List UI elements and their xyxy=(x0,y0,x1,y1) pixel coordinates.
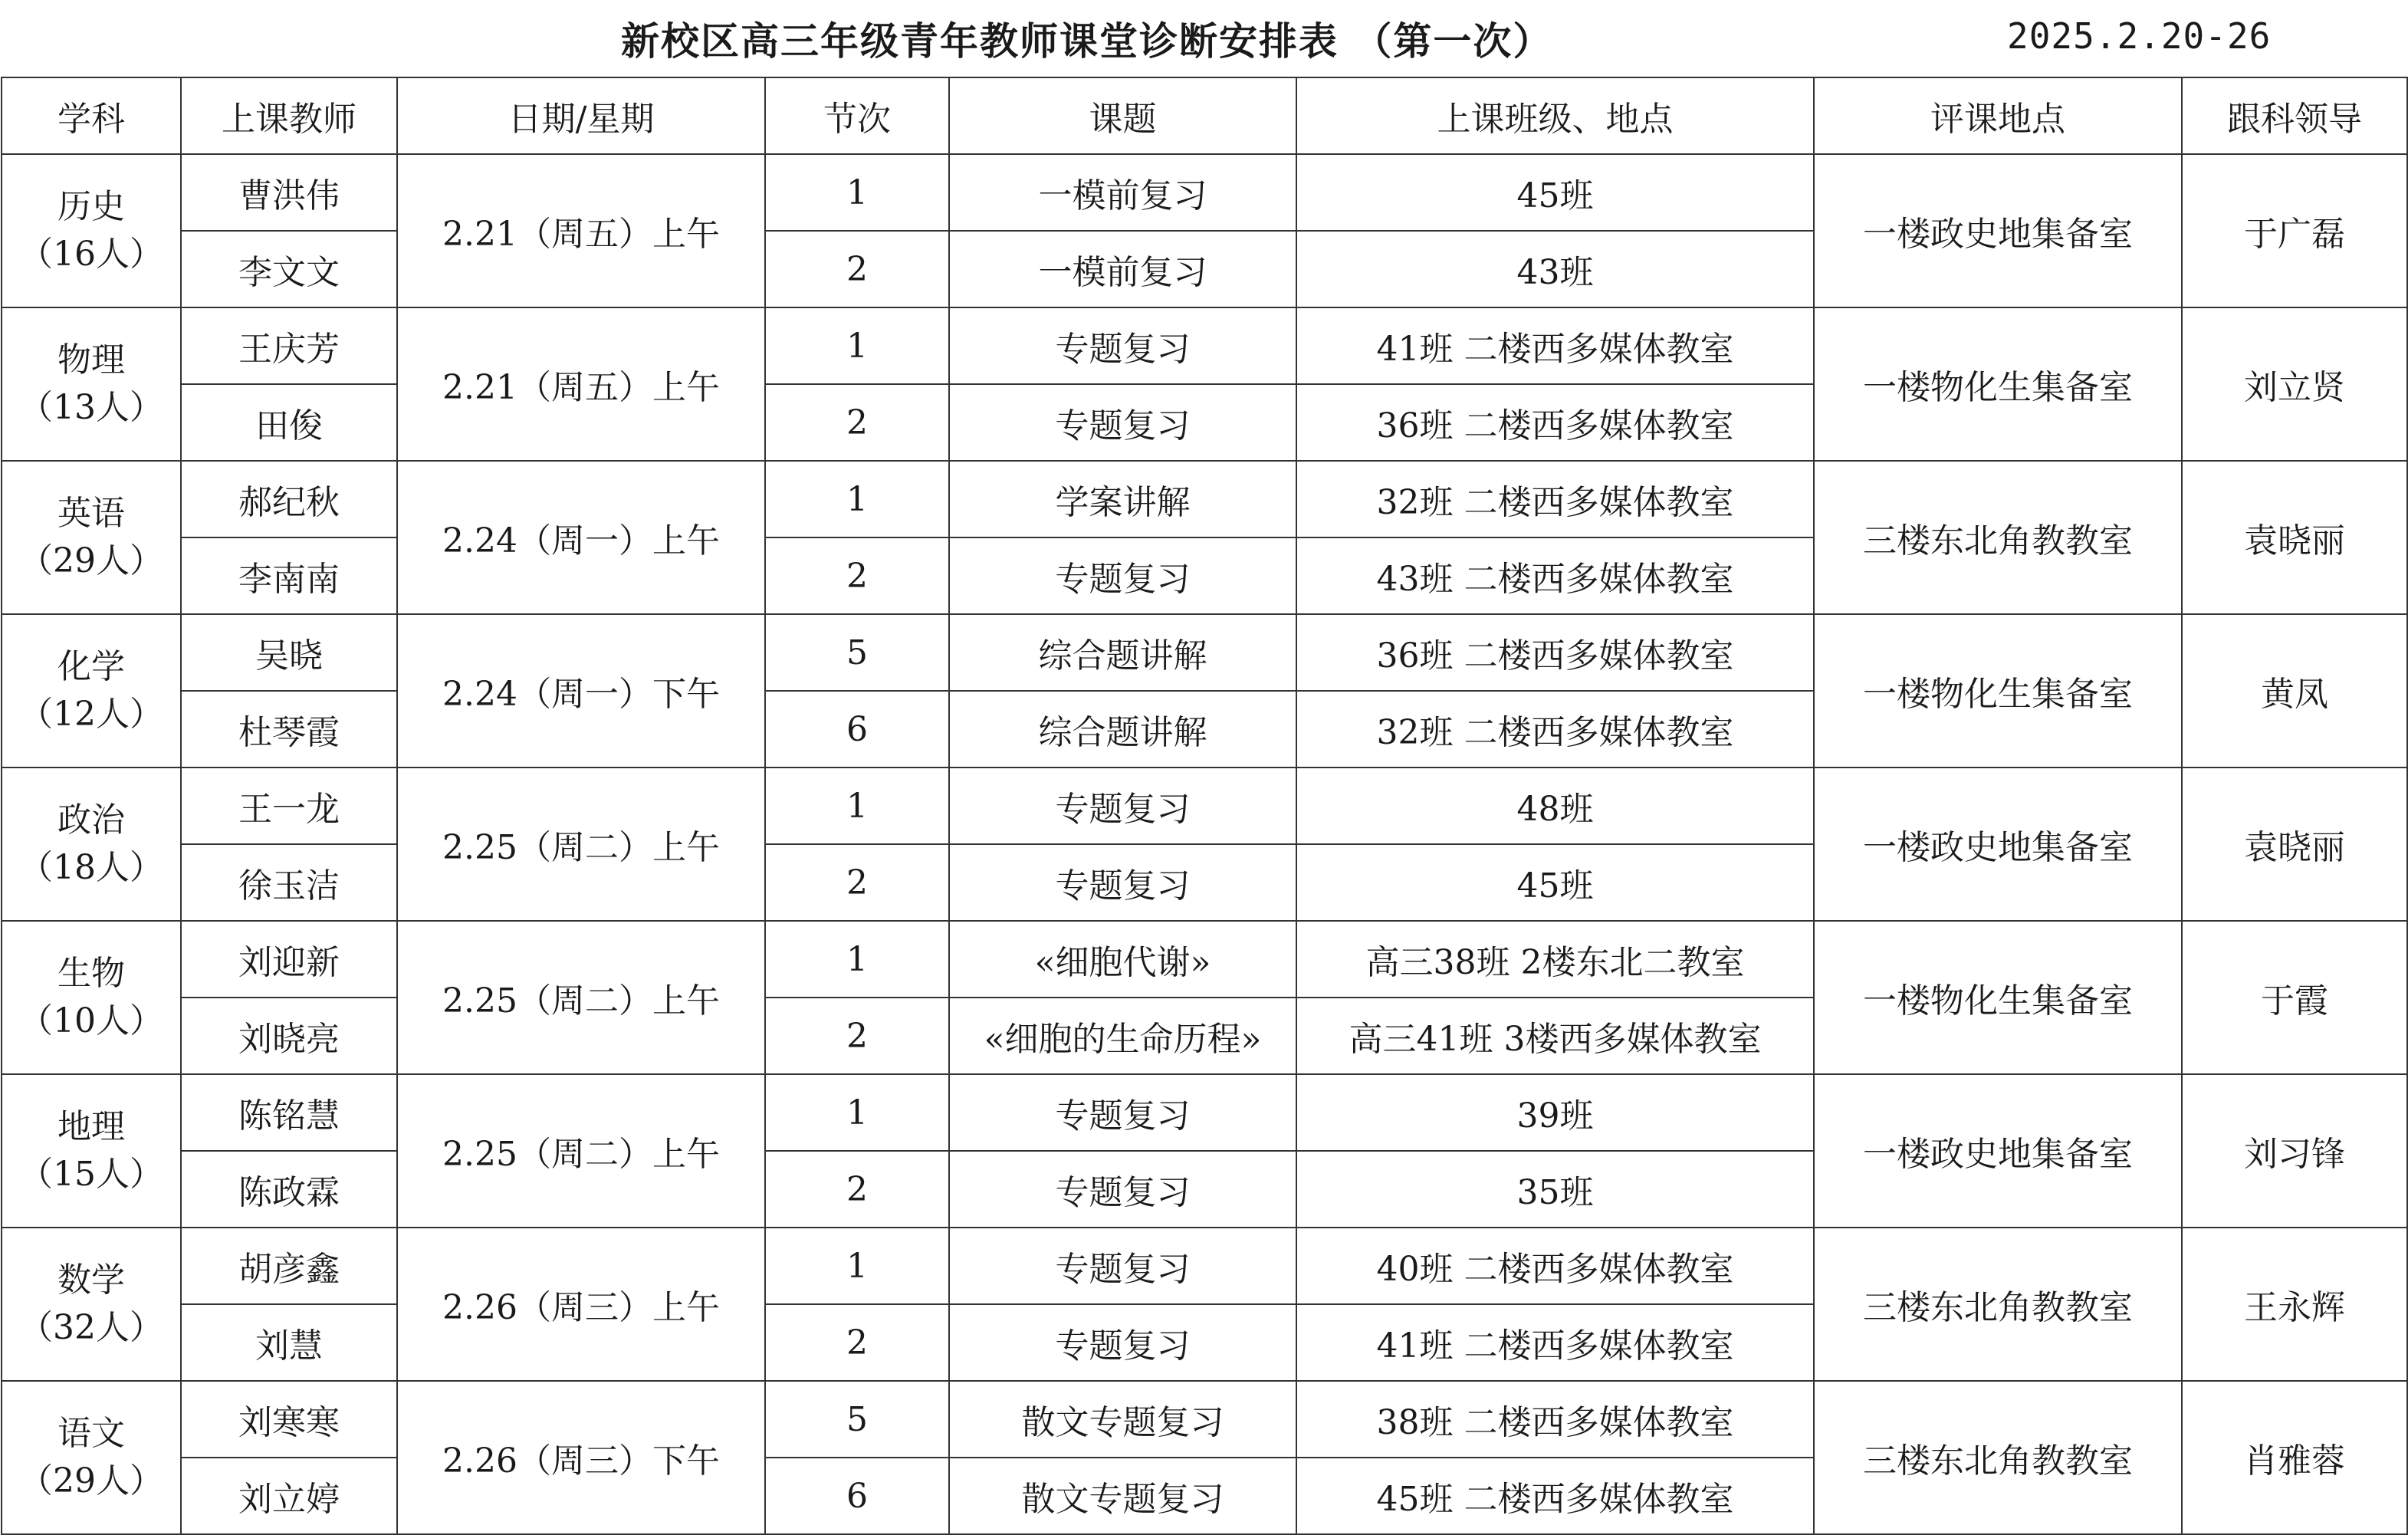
period-cell: 1 xyxy=(765,1228,949,1304)
review-location-cell: 一楼物化生集备室 xyxy=(1814,921,2182,1074)
teacher-cell: 徐玉洁 xyxy=(181,844,397,921)
period-cell: 1 xyxy=(765,461,949,537)
class-location-cell: 36班 二楼西多媒体教室 xyxy=(1296,614,1814,691)
subject-name: 政治 xyxy=(57,800,125,840)
teacher-cell: 刘立婷 xyxy=(181,1458,397,1534)
table-row xyxy=(2,1074,2407,1151)
leader-cell: 刘立贤 xyxy=(2182,307,2407,461)
leader-cell: 于霞 xyxy=(2182,921,2407,1074)
subject-cell xyxy=(2,1074,181,1228)
subject-cell xyxy=(2,1228,181,1381)
period-cell: 1 xyxy=(765,307,949,384)
header-review-location: 评课地点 xyxy=(1814,77,2182,154)
subject-count: （12人） xyxy=(19,695,163,734)
subject-cell xyxy=(2,614,181,768)
period-cell: 5 xyxy=(765,1381,949,1458)
class-location-cell: 45班 二楼西多媒体教室 xyxy=(1296,1458,1814,1534)
teacher-cell: 李文文 xyxy=(181,231,397,307)
header-subject: 学科 xyxy=(2,77,181,154)
schedule-body xyxy=(2,154,2407,1534)
period-cell: 2 xyxy=(765,231,949,307)
class-location-cell: 高三38班 2楼东北二教室 xyxy=(1296,921,1814,998)
review-location-cell: 一楼政史地集备室 xyxy=(1814,768,2182,921)
subject-count: （29人） xyxy=(19,541,163,580)
review-location-cell: 一楼政史地集备室 xyxy=(1814,154,2182,307)
teacher-cell: 刘慧 xyxy=(181,1304,397,1381)
table-row xyxy=(2,307,2407,384)
date-cell: 2.26（周三）下午 xyxy=(397,1381,765,1534)
period-cell: 2 xyxy=(765,384,949,461)
teacher-cell: 曹洪伟 xyxy=(181,154,397,231)
header-teacher: 上课教师 xyxy=(181,77,397,154)
teacher-cell: 李南南 xyxy=(181,537,397,614)
class-location-cell: 36班 二楼西多媒体教室 xyxy=(1296,384,1814,461)
leader-cell: 肖雅蓉 xyxy=(2182,1381,2407,1534)
subject-cell xyxy=(2,461,181,614)
date-cell: 2.25（周二）上午 xyxy=(397,921,765,1074)
topic-cell: 专题复习 xyxy=(949,1074,1296,1151)
class-location-cell: 40班 二楼西多媒体教室 xyxy=(1296,1228,1814,1304)
class-location-cell: 32班 二楼西多媒体教室 xyxy=(1296,461,1814,537)
subject-name: 历史 xyxy=(57,187,125,226)
table-row xyxy=(2,1381,2407,1458)
teacher-cell: 王一龙 xyxy=(181,768,397,844)
date-cell: 2.21（周五）上午 xyxy=(397,154,765,307)
topic-cell: 一模前复习 xyxy=(949,154,1296,231)
subject-name: 语文 xyxy=(57,1414,125,1453)
class-location-cell: 高三41班 3楼西多媒体教室 xyxy=(1296,998,1814,1074)
header-row xyxy=(2,77,2407,154)
header-topic: 课题 xyxy=(949,77,1296,154)
topic-cell: «细胞的生命历程» xyxy=(949,998,1296,1074)
class-location-cell: 39班 xyxy=(1296,1074,1814,1151)
teacher-cell: 陈铭慧 xyxy=(181,1074,397,1151)
subject-cell xyxy=(2,921,181,1074)
class-location-cell: 41班 二楼西多媒体教室 xyxy=(1296,307,1814,384)
topic-cell: «细胞代谢» xyxy=(949,921,1296,998)
leader-cell: 王永辉 xyxy=(2182,1228,2407,1381)
teacher-cell: 胡彦鑫 xyxy=(181,1228,397,1304)
date-cell: 2.25（周二）上午 xyxy=(397,768,765,921)
teacher-cell: 刘寒寒 xyxy=(181,1381,397,1458)
header-leader: 跟科领导 xyxy=(2182,77,2407,154)
header-period: 节次 xyxy=(765,77,949,154)
page-title: 新校区高三年级青年教师课堂诊断安排表 （第一次） xyxy=(621,18,1553,64)
subject-cell xyxy=(2,768,181,921)
teacher-cell: 郝纪秋 xyxy=(181,461,397,537)
subject-count: （29人） xyxy=(19,1461,163,1500)
review-location-cell: 一楼物化生集备室 xyxy=(1814,307,2182,461)
topic-cell: 专题复习 xyxy=(949,537,1296,614)
review-location-cell: 一楼政史地集备室 xyxy=(1814,1074,2182,1228)
subject-cell xyxy=(2,307,181,461)
topic-cell: 专题复习 xyxy=(949,1304,1296,1381)
date-cell: 2.21（周五）上午 xyxy=(397,307,765,461)
title-bar xyxy=(0,0,2408,77)
subject-name: 数学 xyxy=(57,1261,125,1300)
subject-name: 地理 xyxy=(57,1107,125,1146)
date-cell: 2.25（周二）上午 xyxy=(397,1074,765,1228)
class-location-cell: 32班 二楼西多媒体教室 xyxy=(1296,691,1814,768)
class-location-cell: 41班 二楼西多媒体教室 xyxy=(1296,1304,1814,1381)
teacher-cell: 刘迎新 xyxy=(181,921,397,998)
period-cell: 1 xyxy=(765,768,949,844)
topic-cell: 综合题讲解 xyxy=(949,614,1296,691)
period-cell: 2 xyxy=(765,844,949,921)
topic-cell: 散文专题复习 xyxy=(949,1381,1296,1458)
header-date: 日期/星期 xyxy=(397,77,765,154)
teacher-cell: 田俊 xyxy=(181,384,397,461)
period-cell: 2 xyxy=(765,537,949,614)
teacher-cell: 王庆芳 xyxy=(181,307,397,384)
class-location-cell: 43班 二楼西多媒体教室 xyxy=(1296,537,1814,614)
date-cell: 2.24（周一）下午 xyxy=(397,614,765,768)
table-row xyxy=(2,1228,2407,1304)
topic-cell: 专题复习 xyxy=(949,384,1296,461)
date-cell: 2.26（周三）上午 xyxy=(397,1228,765,1381)
subject-name: 物理 xyxy=(57,340,125,380)
topic-cell: 专题复习 xyxy=(949,768,1296,844)
subject-name: 英语 xyxy=(57,494,125,533)
class-location-cell: 38班 二楼西多媒体教室 xyxy=(1296,1381,1814,1458)
class-location-cell: 35班 xyxy=(1296,1151,1814,1228)
leader-cell: 黄凤 xyxy=(2182,614,2407,768)
class-location-cell: 43班 xyxy=(1296,231,1814,307)
topic-cell: 散文专题复习 xyxy=(949,1458,1296,1534)
subject-name: 生物 xyxy=(57,954,125,993)
topic-cell: 一模前复习 xyxy=(949,231,1296,307)
period-cell: 2 xyxy=(765,998,949,1074)
period-cell: 1 xyxy=(765,1074,949,1151)
leader-cell: 刘习锋 xyxy=(2182,1074,2407,1228)
subject-count: （15人） xyxy=(19,1155,163,1194)
leader-cell: 袁晓丽 xyxy=(2182,461,2407,614)
review-location-cell: 三楼东北角教教室 xyxy=(1814,1381,2182,1534)
period-cell: 1 xyxy=(765,921,949,998)
period-cell: 1 xyxy=(765,154,949,231)
table-row xyxy=(2,614,2407,691)
date-range: 2025.2.20-26 xyxy=(2007,15,2272,57)
class-location-cell: 45班 xyxy=(1296,154,1814,231)
header-class-location: 上课班级、地点 xyxy=(1296,77,1814,154)
subject-count: （18人） xyxy=(19,848,163,887)
topic-cell: 专题复习 xyxy=(949,844,1296,921)
subject-name: 化学 xyxy=(57,647,125,686)
topic-cell: 专题复习 xyxy=(949,1151,1296,1228)
period-cell: 2 xyxy=(765,1304,949,1381)
leader-cell: 袁晓丽 xyxy=(2182,768,2407,921)
period-cell: 5 xyxy=(765,614,949,691)
table-row xyxy=(2,768,2407,844)
teacher-cell: 吴晓 xyxy=(181,614,397,691)
subject-count: （16人） xyxy=(19,235,163,274)
subject-count: （32人） xyxy=(19,1308,163,1347)
date-cell: 2.24（周一）上午 xyxy=(397,461,765,614)
class-location-cell: 48班 xyxy=(1296,768,1814,844)
schedule-table xyxy=(1,77,2408,1535)
topic-cell: 专题复习 xyxy=(949,1228,1296,1304)
subject-count: （13人） xyxy=(19,388,163,427)
subject-cell xyxy=(2,1381,181,1534)
topic-cell: 学案讲解 xyxy=(949,461,1296,537)
teacher-cell: 陈政霖 xyxy=(181,1151,397,1228)
subject-count: （10人） xyxy=(19,1001,163,1040)
class-location-cell: 45班 xyxy=(1296,844,1814,921)
subject-cell xyxy=(2,154,181,307)
table-row xyxy=(2,921,2407,998)
period-cell: 2 xyxy=(765,1151,949,1228)
review-location-cell: 一楼物化生集备室 xyxy=(1814,614,2182,768)
leader-cell: 于广磊 xyxy=(2182,154,2407,307)
teacher-cell: 刘晓亮 xyxy=(181,998,397,1074)
table-row xyxy=(2,154,2407,231)
period-cell: 6 xyxy=(765,691,949,768)
period-cell: 6 xyxy=(765,1458,949,1534)
review-location-cell: 三楼东北角教教室 xyxy=(1814,1228,2182,1381)
teacher-cell: 杜琴霞 xyxy=(181,691,397,768)
table-row xyxy=(2,461,2407,537)
topic-cell: 综合题讲解 xyxy=(949,691,1296,768)
review-location-cell: 三楼东北角教教室 xyxy=(1814,461,2182,614)
topic-cell: 专题复习 xyxy=(949,307,1296,384)
